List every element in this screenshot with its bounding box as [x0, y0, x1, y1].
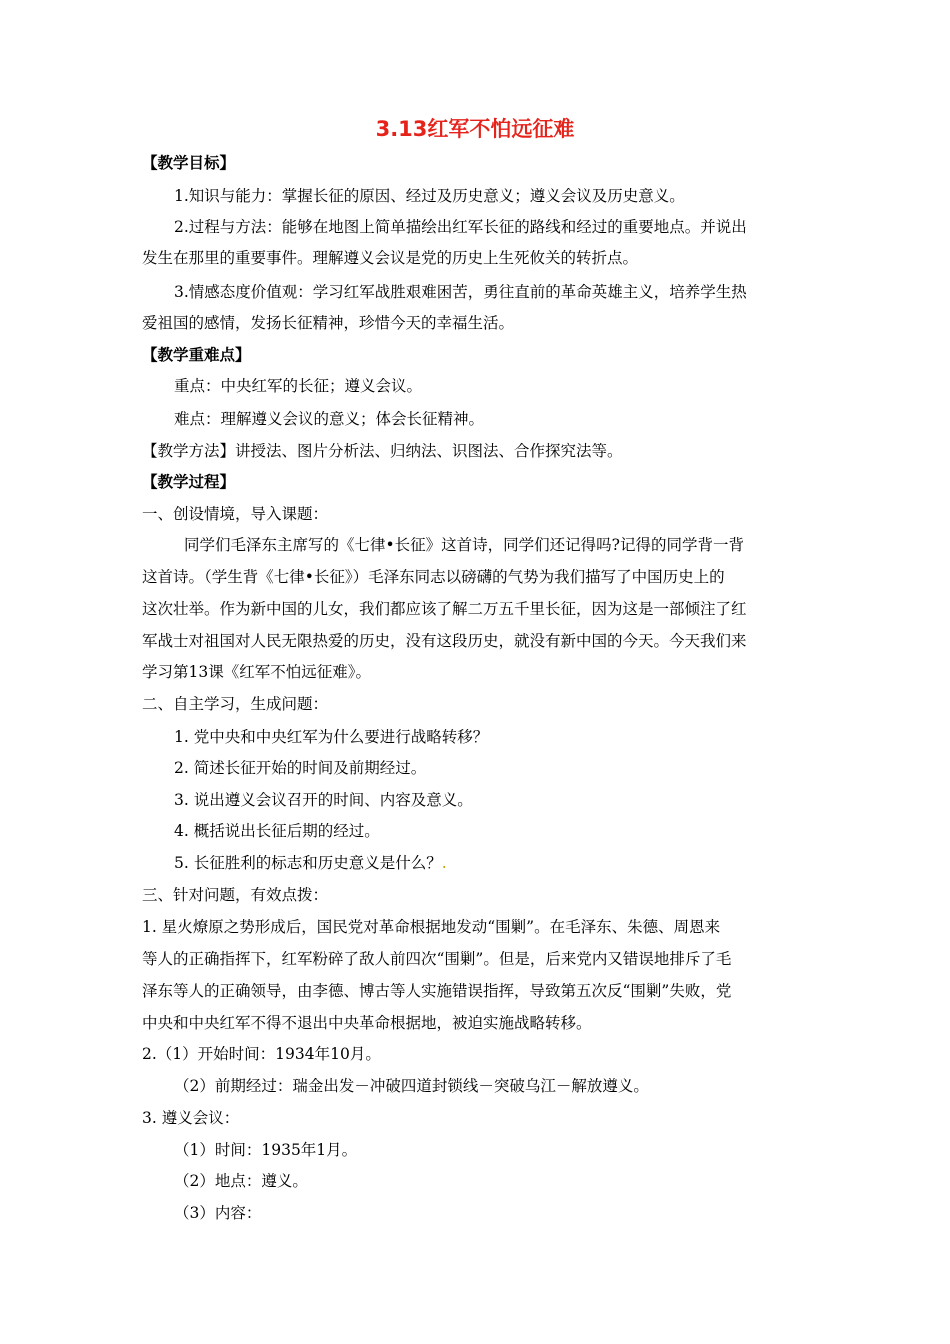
list-item: 3. 说出遵义会议召开的时间、内容及意义。 — [174, 791, 473, 809]
paragraph-line: 3. 遵义会议： — [142, 1109, 240, 1127]
list-item: 5. 长征胜利的标志和历史意义是什么？. — [174, 854, 447, 872]
paragraph-line-methods: 【教学方法】讲授法、图片分析法、归纳法、识图法、合作探究法等。 — [142, 442, 623, 460]
paragraph-line: 2.过程与方法：能够在地图上简单描绘出红军长征的路线和经过的重要地点。并说出 — [174, 218, 747, 236]
paragraph-line: 泽东等人的正确领导，由李德、博古等人实施错误指挥，导致第五次反“围剿”失败，党 — [142, 982, 732, 1000]
section-heading-key-points: 【教学重难点】 — [142, 345, 251, 364]
subsection-heading: 三、针对问题，有效点拨： — [142, 886, 329, 904]
paragraph-line: 这次壮举。作为新中国的儿女，我们都应该了解二万五千里长征，因为这是一部倾注了红 — [142, 600, 747, 618]
paragraph-line: 1.知识与能力：掌握长征的原因、经过及历史意义；遵义会议及历史意义。 — [174, 187, 685, 205]
subsection-heading: 二、自主学习，生成问题： — [142, 695, 329, 713]
section-heading-process: 【教学过程】 — [142, 472, 236, 491]
paragraph-line: 2.（1）开始时间：1934年10月。 — [142, 1045, 381, 1063]
list-item: 1. 党中央和中央红军为什么要进行战略转移？ — [174, 728, 489, 746]
paragraph-line: 爱祖国的感情，发扬长征精神，珍惜今天的幸福生活。 — [142, 314, 515, 332]
paragraph-line: 学习第13课《红军不怕远征难》。 — [142, 663, 371, 681]
paragraph-line: （1）时间：1935年1月。 — [174, 1141, 358, 1159]
paragraph-line: 1. 星火燎原之势形成后，国民党对革命根据地发动“围剿”。在毛泽东、朱德、周恩来 — [142, 918, 721, 936]
paragraph-line: 这首诗。（学生背《七律•长征》）毛泽东同志以磅礴的气势为我们描写了中国历史上的 — [142, 568, 725, 586]
paragraph-line: 中央和中央红军不得不退出中央革命根据地，被迫实施战略转移。 — [142, 1014, 592, 1032]
document-title: 3.13红军不怕远征难 — [375, 117, 575, 141]
paragraph-line: 3.情感态度价值观：学习红军战胜艰难困苦，勇往直前的革命英雄主义，培养学生热 — [174, 283, 747, 301]
section-heading-objectives: 【教学目标】 — [142, 153, 236, 172]
paragraph-line: 军战士对祖国对人民无限热爱的历史，没有这段历史，就没有新中国的今天。今天我们来 — [142, 632, 747, 650]
paragraph-line: （2）地点：遵义。 — [174, 1172, 308, 1190]
paragraph-line: 等人的正确指挥下，红军粉碎了敌人前四次“围剿”。但是，后来党内又错误地排斥了毛 — [142, 950, 732, 968]
paragraph-line: （3）内容： — [174, 1204, 262, 1222]
paragraph-line: 重点：中央红军的长征；遵义会议。 — [174, 377, 423, 395]
subsection-heading: 一、创设情境，导入课题： — [142, 505, 329, 523]
list-item: 4. 概括说出长征后期的经过。 — [174, 822, 380, 840]
paragraph-line: 发生在那里的重要事件。理解遵义会议是党的历史上生死攸关的转折点。 — [142, 249, 639, 267]
paragraph-line: 难点：理解遵义会议的意义；体会长征精神。 — [174, 410, 485, 428]
paragraph-line: 同学们毛泽东主席写的《七律•长征》这首诗，同学们还记得吗?记得的同学背一背 — [184, 536, 744, 554]
list-item: 2. 简述长征开始的时间及前期经过。 — [174, 759, 427, 777]
paragraph-line: （2）前期经过：瑞金出发－冲破四道封锁线－突破乌江－解放遵义。 — [174, 1077, 649, 1095]
